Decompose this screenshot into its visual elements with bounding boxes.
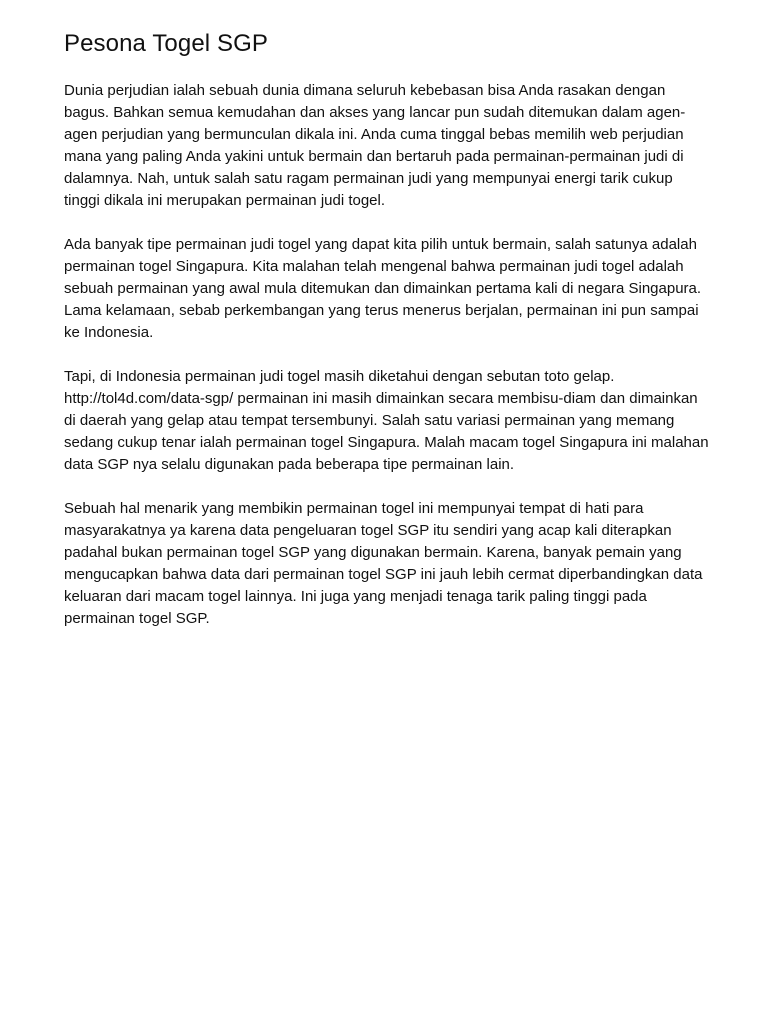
document-title: Pesona Togel SGP <box>64 30 268 57</box>
paragraph-3: Tapi, di Indonesia permainan judi togel masih diketahui dengan sebutan toto gelap. http://tol4d.com/data-sgp/ permainan ini masih dimainkan secara membisu-diam dan dimainkan di daerah yang gelap atau tempat tersembunyi. Salah satu variasi permainan yang memang sedang cukup tenar ialah permainan togel Singapura. Malah macam togel Singapura ini malahan data SGP nya selalu digunakan pada beberapa tipe permainan lain. <box>64 368 709 473</box>
paragraph-2: Ada banyak tipe permainan judi togel yang dapat kita pilih untuk bermain, salah satunya adalah permainan togel Singapura. Kita malahan telah mengenal bahwa permainan judi togel adalah sebuah permainan yang awal mula ditemukan dan dimainkan pertama kali di negara Singapura. Lama kelamaan, sebab perkembangan yang terus menerus berjalan, permainan ini pun sampai ke Indonesia. <box>64 236 702 341</box>
document-page <box>64 28 709 652</box>
paragraph-1: Dunia perjudian ialah sebuah dunia dimana seluruh kebebasan bisa Anda rasakan dengan bagus. Bahkan semua kemudahan dan akses yang lancar pun sudah ditemukan dalam agen-agen perjudian yang bermunculan dikala ini. Anda cuma tinggal bebas memilih web perjudian mana yang paling Anda yakini untuk bermain dan bertaruh pada permainan-permainan judi di dalamnya. Nah, untuk salah satu ragam permainan judi yang mempunyai energi tarik cukup tinggi dikala ini merupakan permainan judi togel. <box>64 82 686 209</box>
paragraph-4: Sebuah hal menarik yang membikin permainan togel ini mempunyai tempat di hati para masyarakatnya ya karena data pengeluaran togel SGP itu sendiri yang acap kali diterapkan padahal bukan permainan togel SGP yang digunakan bermain. Karena, banyak pemain yang mengucapkan bahwa data dari permainan togel SGP ini jauh lebih cermat diperbandingkan data keluaran dari macam togel lainnya. Ini juga yang menjadi tenaga tarik paling tinggi pada permainan togel SGP. <box>64 500 703 627</box>
